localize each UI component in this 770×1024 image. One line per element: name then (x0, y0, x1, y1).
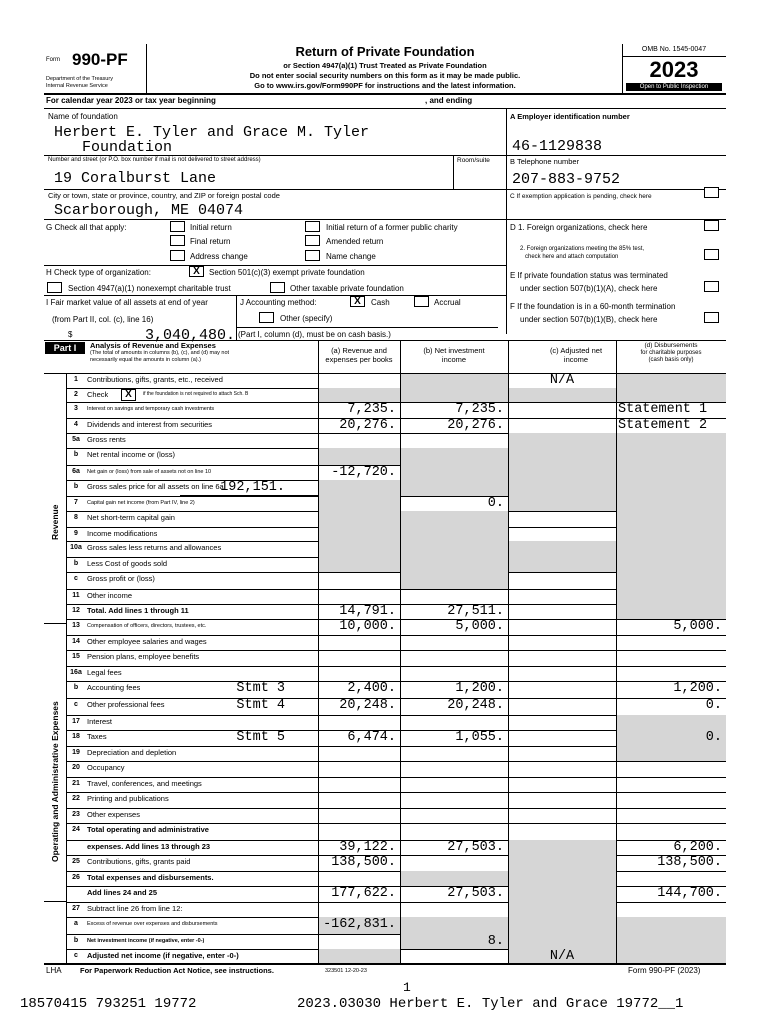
gray-cell (616, 934, 726, 949)
gray-cell (616, 433, 726, 448)
col-b-value: 1,055. (455, 730, 504, 745)
gray-cell (616, 388, 726, 402)
line-label: Income modifications (87, 529, 158, 538)
gray-cell (318, 388, 400, 402)
col-a-value: 177,622. (331, 886, 396, 901)
row-line (66, 666, 726, 667)
gray-cell (400, 448, 508, 465)
line-label: Travel, conferences, and meetings (87, 779, 202, 788)
form-year: 2023 (649, 57, 699, 82)
col-a-value: 14,791. (339, 604, 396, 619)
line-number: 2 (74, 391, 78, 398)
line-label: expenses. Add lines 13 through 23 (87, 842, 211, 851)
line-label: Subtract line 26 from line 12: (87, 904, 183, 913)
statement-ref[interactable]: Stmt 3 (236, 681, 285, 696)
row-line (66, 777, 726, 778)
col-b-value: 7,235. (455, 402, 504, 417)
line-label: Total operating and administrative (87, 825, 209, 834)
form-title: Return of Private Foundation (295, 44, 475, 59)
row-line (66, 902, 726, 903)
line-number: 3 (74, 405, 78, 412)
gray-cell (508, 480, 616, 496)
gray-cell (318, 448, 400, 465)
gray-cell (318, 480, 400, 496)
gray-cell (508, 465, 616, 480)
gray-cell (508, 934, 616, 949)
line-number: b (73, 560, 79, 567)
phone-value: 207-883-9752 (512, 171, 621, 188)
line-label: Other professional fees (87, 700, 165, 709)
col-b-value: 27,511. (447, 604, 504, 619)
col-d-head-1: (d) Disbursements (644, 342, 698, 349)
gray-cell (318, 541, 400, 557)
line-label: Net gain or (loss) from sale of assets not on line 10 (87, 469, 212, 475)
line-number: 20 (72, 764, 80, 771)
col-a-value: 20,248. (339, 698, 396, 713)
col-divider (616, 340, 617, 963)
gray-cell (400, 557, 508, 572)
line-label: Less Cost of goods sold (87, 559, 168, 568)
i-label-1: I Fair market value of all assets at end of year (46, 298, 208, 307)
gray-cell (616, 949, 726, 963)
col-a-value: 2,400. (347, 681, 396, 696)
part-title: Analysis of Revenue and Expenses (90, 341, 216, 350)
col-b-head-1: (b) Net investment (423, 346, 485, 355)
line-number: b (73, 451, 79, 458)
col-a-head-1: (a) Revenue and (331, 346, 387, 355)
gray-cell (616, 572, 726, 589)
g-amended-checkbox[interactable] (305, 235, 320, 246)
col-d-value: 1,200. (673, 681, 722, 696)
line-number: 11 (72, 592, 80, 599)
col-d-value: Statement 2 (618, 418, 708, 433)
gray-cell (616, 480, 726, 496)
gray-cell (508, 902, 616, 917)
col-b-value: 1,200. (455, 681, 504, 696)
j-label: J Accounting method: (240, 298, 317, 307)
col-a-value: 10,000. (339, 619, 396, 634)
dept-line-2: Internal Revenue Service (46, 83, 108, 89)
g-initial-former: Initial return of a former public charity (326, 223, 458, 232)
gray-cell (400, 465, 508, 480)
col-b-value: 8. (487, 934, 504, 949)
i-note: (Part I, column (d), must be on cash basis.) (238, 330, 391, 339)
col-b-head-2: income (441, 355, 467, 364)
g-amended: Amended return (326, 237, 384, 246)
j-cash-checkbox[interactable]: X (350, 296, 365, 307)
gross-sales-price: 192,151. (220, 480, 285, 495)
g-address-checkbox[interactable] (170, 250, 185, 261)
line-label: Gross sales price for all assets on line 6a (87, 482, 224, 491)
line-number: b (73, 684, 79, 691)
i-dollar: $ (68, 330, 73, 339)
line-number: 13 (72, 622, 80, 629)
j-accrual-checkbox[interactable] (414, 296, 429, 307)
form-number: 990-PF (72, 50, 128, 69)
omb-number: OMB No. 1545-0047 (641, 46, 707, 53)
line-number: 23 (72, 811, 80, 818)
gray-cell (318, 527, 400, 541)
row-line (66, 823, 726, 824)
gray-cell (508, 840, 616, 855)
col-b-value: 27,503. (447, 886, 504, 901)
col-d-head-2: for charitable purposes (640, 350, 702, 356)
line-label: Total. Add lines 1 through 11 (87, 606, 189, 615)
header-bottom-line (44, 373, 726, 374)
gray-cell (400, 917, 508, 934)
g-initial: Initial return (190, 223, 232, 232)
gray-cell (508, 855, 616, 871)
gray-cell (400, 572, 508, 589)
col-a-value: 138,500. (331, 855, 396, 870)
line-label: Gross rents (87, 435, 126, 444)
footer-bottom-right: 2023.03030 Herbert E. Tyler and Grace 19772__1 (297, 996, 684, 1012)
g-initial-checkbox[interactable] (170, 221, 185, 232)
h-other-checkbox[interactable] (270, 282, 285, 293)
footer-form: Form 990-PF (2023) (628, 966, 701, 975)
line-number: c (74, 575, 78, 582)
room-label: Room/suite (457, 157, 490, 164)
gray-cell (318, 949, 400, 963)
line-number: 9 (74, 530, 78, 537)
gray-cell (616, 496, 726, 511)
col-a-value: 39,122. (339, 840, 396, 855)
gray-cell (400, 480, 508, 496)
line-number: 25 (72, 858, 80, 865)
city-label: City or town, state or province, country, and ZIP or foreign postal code (48, 191, 280, 200)
col-a-value: 6,474. (347, 730, 396, 745)
col-c-value: N/A (549, 949, 575, 964)
gray-cell (508, 541, 616, 557)
d2b-label: check here and attach computation (525, 254, 619, 260)
inline-underline (180, 495, 318, 496)
gray-cell (508, 886, 616, 902)
g-initial-former-checkbox[interactable] (305, 221, 320, 232)
line-label: Taxes (87, 732, 107, 741)
gray-cell (508, 557, 616, 572)
line-number: 15 (72, 653, 80, 660)
gray-cell (318, 511, 400, 527)
gray-cell (400, 871, 508, 886)
gray-cell (508, 388, 616, 402)
row-line (66, 871, 726, 872)
line2-checkbox[interactable]: X (121, 389, 136, 401)
col-a-value: -162,831. (323, 917, 396, 932)
line-number: 10a (70, 544, 82, 551)
gray-cell (616, 589, 726, 604)
gray-cell (616, 511, 726, 527)
form-subtitle-2: Do not enter social security numbers on this form as it may be made public. (249, 71, 521, 80)
line-number: 12 (72, 607, 80, 614)
footer-bottom-left: 18570415 793251 19772 (20, 996, 197, 1012)
dept-line-1: Department of the Treasury (46, 76, 113, 82)
line-label: Contributions, gifts, grants, etc., received (87, 375, 223, 384)
f2-label: under section 507(b)(1)(B), check here (520, 315, 658, 324)
g-address: Address change (190, 252, 248, 261)
line-label: Check (87, 390, 109, 399)
line-label: Accounting fees (87, 683, 141, 692)
line-number: 27 (72, 905, 80, 912)
gray-cell (616, 604, 726, 619)
gray-cell (616, 917, 726, 934)
g-final-checkbox[interactable] (170, 235, 185, 246)
h-opt1: Section 501(c)(3) exempt private foundation (209, 268, 365, 277)
col-d-value: 0. (705, 698, 722, 713)
expense-side-label: Operating and Administrative Expenses (50, 701, 60, 862)
col-divider (400, 340, 401, 963)
line-label: Other income (87, 591, 133, 600)
line-label: Gross sales less returns and allowances (87, 543, 222, 552)
gray-cell (400, 511, 508, 527)
table-bottom-line (44, 963, 726, 965)
g-final: Final return (190, 237, 231, 246)
line-number: 1 (74, 376, 78, 383)
line-number: a (74, 920, 78, 927)
part-desc-2: necessarily equal the amounts in column (a).) (90, 357, 201, 363)
section-divider (44, 623, 66, 624)
f-checkbox[interactable] (704, 312, 719, 323)
line-number: 18 (72, 733, 80, 740)
street-value: 19 Coralburst Lane (54, 170, 217, 187)
footer-code: 323501 12-20-23 (325, 968, 367, 974)
line-number: 5a (72, 436, 80, 443)
line-label: Net investment income (if negative, enter -0-) (87, 938, 205, 944)
foundation-name-1: Herbert E. Tyler and Grace M. Tyler (54, 124, 370, 141)
line-number: c (74, 952, 78, 959)
line-number: 24 (72, 826, 80, 833)
city-value: Scarborough, ME 04074 (54, 202, 244, 219)
col-a-value: -12,720. (331, 465, 396, 480)
d1-label: D 1. Foreign organizations, check here (510, 223, 648, 232)
line-label: Gross profit or (loss) (87, 574, 155, 583)
gray-cell (616, 448, 726, 465)
street-label: Number and street (or P.O. box number if mail is not delivered to street address) (48, 157, 261, 163)
section-divider (44, 901, 66, 902)
line-label: Total expenses and disbursements. (87, 873, 214, 882)
g-label: G Check all that apply: (46, 223, 127, 232)
gray-cell (400, 373, 508, 388)
gray-cell (508, 871, 616, 886)
line-label: Net rental income or (loss) (87, 450, 175, 459)
line-number: 17 (72, 718, 80, 725)
row-line (66, 792, 726, 793)
col-b-value: 0. (487, 496, 504, 511)
d1-checkbox[interactable] (704, 220, 719, 231)
h-opt2: Section 4947(a)(1) nonexempt charitable trust (68, 284, 231, 293)
line-label: Adjusted net income (if negative, enter -0-) (87, 951, 239, 960)
gray-cell (508, 433, 616, 448)
form-word: Form (46, 57, 60, 63)
line-number: 19 (72, 749, 80, 756)
i-label-2: (from Part II, col. (c), line 16) (52, 315, 154, 324)
ein-value: 46-1129838 (512, 138, 603, 155)
h-4947-checkbox[interactable] (47, 282, 62, 293)
row-line (66, 808, 726, 809)
line-label: Pension plans, employee benefits (87, 652, 200, 661)
col-b-value: 5,000. (455, 619, 504, 634)
gray-cell (616, 746, 726, 761)
col-d-value: 0. (705, 730, 722, 745)
line-number: 4 (74, 421, 78, 428)
ein-label: A Employer identification number (510, 112, 630, 121)
line-label: Compensation of officers, directors, trustees, etc. (87, 623, 207, 629)
i-value: 3,040,480. (145, 327, 236, 344)
footer-paperwork: For Paperwork Reduction Act Notice, see instructions. (80, 966, 274, 975)
e2-label: under section 507(b)(1)(A), check here (520, 284, 658, 293)
line-label: Interest (87, 717, 113, 726)
gray-cell (616, 465, 726, 480)
f1-label: F If the foundation is in a 60-month termination (510, 302, 676, 311)
c-checkbox[interactable] (704, 187, 719, 198)
line-label: Add lines 24 and 25 (87, 888, 158, 897)
j-accrual: Accrual (434, 298, 461, 307)
col-divider (508, 340, 509, 963)
footer-page: 1 (403, 980, 411, 995)
line-label: Dividends and interest from securities (87, 420, 213, 429)
d2a-label: 2. Foreign organizations meeting the 85% test, (520, 246, 645, 252)
and-ending-label: , and ending (425, 96, 473, 105)
line-label: Other expenses (87, 810, 140, 819)
gray-cell (318, 557, 400, 572)
part-tag: Part I (45, 342, 85, 354)
gray-cell (508, 496, 616, 511)
line-number: 16a (70, 669, 82, 676)
col-divider (318, 340, 319, 963)
line-label: Net short-term capital gain (87, 513, 175, 522)
row-line (66, 635, 726, 636)
line-number: 14 (72, 638, 80, 645)
line-number: b (73, 937, 79, 944)
line-label: Interest on savings and temporary cash investments (87, 406, 215, 412)
j-other: Other (specify) (280, 314, 333, 323)
col-d-value: 144,700. (657, 886, 722, 901)
col-b-value: 20,276. (447, 418, 504, 433)
line-label: Depreciation and depletion (87, 748, 177, 757)
e-checkbox[interactable] (704, 281, 719, 292)
line-label: Capital gain net income (from Part IV, line 2) (87, 500, 195, 506)
calendar-year-label: For calendar year 2023 or tax year beginning (46, 96, 216, 105)
col-d-head-3: (cash basis only) (648, 357, 694, 363)
line-label: Printing and publications (87, 794, 169, 803)
part-desc-1: (The total of amounts in columns (b), (c), and (d) may not (90, 350, 230, 356)
row-line (66, 761, 726, 762)
line-label: Other employee salaries and wages (87, 637, 207, 646)
gray-cell (400, 527, 508, 541)
gray-cell (508, 448, 616, 465)
form-subtitle-1: or Section 4947(a)(1) Trust Treated as Private Foundation (283, 61, 487, 70)
col-c-value: N/A (549, 373, 575, 388)
line-label: Legal fees (87, 668, 122, 677)
col-b-value: 27,503. (447, 840, 504, 855)
gray-cell (616, 373, 726, 388)
line-label: Contributions, gifts, grants paid (87, 857, 191, 866)
form-subtitle-3: Go to www.irs.gov/Form990PF for instructions and the latest information. (254, 81, 516, 90)
col-c-head-2: income (563, 355, 589, 364)
c-label: C If exemption application is pending, check here (510, 193, 652, 200)
j-other-checkbox[interactable] (259, 312, 274, 323)
gray-cell (318, 496, 400, 511)
statement-ref[interactable]: Stmt 5 (236, 730, 285, 745)
e1-label: E If private foundation status was terminated (510, 271, 668, 280)
line-number: b (73, 483, 79, 490)
col-d-value: 138,500. (657, 855, 722, 870)
phone-label: B Telephone number (510, 157, 580, 166)
line-label: Excess of revenue over expenses and disbursements (87, 921, 218, 927)
col-a-value: 7,235. (347, 402, 396, 417)
line-number: 22 (72, 795, 80, 802)
line-number: 21 (72, 780, 80, 787)
line2-extra: if the foundation is not required to attach Sch. B (143, 391, 249, 397)
h-opt3: Other taxable private foundation (290, 284, 404, 293)
gray-cell (616, 541, 726, 557)
public-inspection: Open to Public Inspection (626, 83, 722, 91)
d2-checkbox[interactable] (704, 249, 719, 260)
gray-cell (400, 541, 508, 557)
revenue-side-label: Revenue (50, 504, 60, 540)
foundation-name-label: Name of foundation (48, 112, 118, 121)
gray-cell (400, 388, 508, 402)
footer-lha: LHA (46, 966, 62, 975)
gray-cell (616, 527, 726, 541)
col-d-value: 5,000. (673, 619, 722, 634)
g-name: Name change (326, 252, 376, 261)
col-a-value: 20,276. (339, 418, 396, 433)
col-c-head-1: (c) Adjusted net (549, 346, 603, 355)
statement-ref[interactable]: Stmt 4 (236, 698, 285, 713)
line-number: 7 (74, 499, 78, 506)
gray-cell (508, 917, 616, 934)
foundation-name-2: Foundation (82, 139, 173, 156)
line-number: 8 (74, 514, 78, 521)
gray-cell (616, 715, 726, 730)
h-label: H Check type of organization: (46, 268, 151, 277)
line-number: c (74, 701, 78, 708)
row-line (66, 650, 726, 651)
h-501c3-checkbox[interactable]: X (189, 266, 204, 277)
col-divider (66, 373, 67, 963)
col-a-head-2: expenses per books (325, 355, 393, 364)
col-d-value: Statement 1 (618, 402, 708, 417)
j-cash: Cash (371, 298, 390, 307)
col-d-value: 6,200. (673, 840, 722, 855)
line-number: 6a (72, 468, 80, 475)
col-b-value: 20,248. (447, 698, 504, 713)
g-name-checkbox[interactable] (305, 250, 320, 261)
line-label: Occupancy (87, 763, 125, 772)
gray-cell (616, 557, 726, 572)
line-number: 26 (72, 874, 80, 881)
